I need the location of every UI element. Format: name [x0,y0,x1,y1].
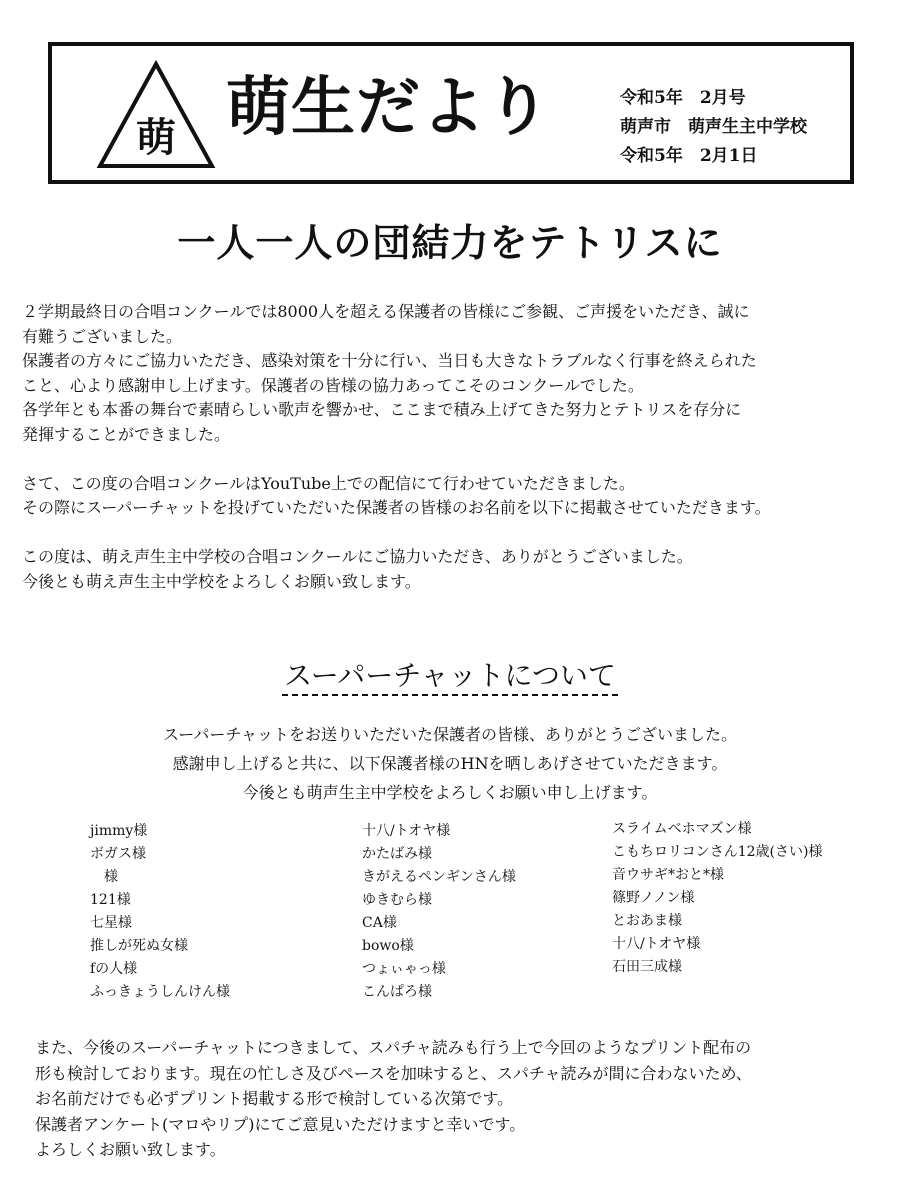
text-line: また、今後のスーパーチャットにつきまして、スパチャ読みも行う上で今回のようなプリント配布の [35,1038,752,1057]
donor-name: かたばみ様 [362,846,432,862]
section-heading [0,658,900,694]
donor-name: bowo様 [362,938,414,954]
blank-line [22,521,771,546]
text-line: 各学年とも本番の舞台で素晴らしい歌声を響かせ、ここまで積み上げてきた努力とテトリスを存分に [22,400,742,419]
school-name: 萌声市 萌声生主中学校 [620,117,807,137]
donor-name: きがえるペンギンさん様 [362,869,516,885]
text-line: さて、この度の合唱コンクールはYouTube上での配信にて行わせていただきました。 [22,473,635,493]
blank-line [22,447,771,472]
text-line: ２学期最終日の合唱コンクールでは8000人を超える保護者の皆様にご参観、ご声援をいただき、誠に [22,302,750,321]
donor-name: つょぃゃっ様 [362,961,446,977]
donor-name: スライムベホマズン様 [612,821,752,837]
logo-character: 萌 [136,114,176,161]
donor-name: 音ウサギ*おと*様 [612,867,724,883]
donor-name: CA様 [362,915,397,931]
donor-list-column-3 [612,818,822,979]
text-line: こと、心より感謝申し上げます。保護者の皆様の協力あってこそのコンクールでした。 [22,375,644,395]
issue-number: 令和5年 2月号 [620,88,746,108]
donor-name: 七星様 [90,915,132,931]
text-line: 保護者の方々にご協力いただき、感染対策を十分に行い、当日も大きなトラブルなく行事を終えられた [22,351,757,370]
donor-name: 様 [90,869,118,885]
text-line: この度は、萌え声生主中学校の合唱コンクールにご協力いただき、ありがとうございました。 [22,547,693,566]
donor-name: ゆきむら様 [362,892,432,908]
donor-name: 推しが死ぬ女様 [90,938,188,954]
donor-list-column-2 [362,820,516,1004]
text-line: 今後とも萌声生主中学校をよろしくお願い申し上げます。 [242,783,658,802]
text-line: お名前だけでも必ずプリント掲載する形で検討している次第です。 [35,1089,514,1108]
donor-name: 十八/トオヤ様 [612,936,701,952]
donor-list-column-1 [90,820,230,1004]
text-line: スーパーチャットをお送りいただいた保護者の皆様、ありがとうございました。 [163,725,737,744]
thanks-message [0,720,900,807]
text-line: 有難うございました。 [22,326,183,346]
text-line: よろしくお願い致します。 [35,1140,226,1159]
donor-name: 十八/トオヤ様 [362,823,451,839]
intro-text [22,300,771,594]
donor-name: 篠野ノノン様 [612,890,695,906]
text-line: 形も検討しております。現在の忙しさ及びペースを加味すると、スパチャ読みが間に合わないため、 [35,1063,752,1083]
donor-name: こんぱろ様 [362,984,432,1000]
text-line: その際にスーパーチャットを投げていただいた保護者の皆様のお名前を以下に掲載させていただきます。 [22,498,771,517]
newsletter-title: 萌生だより [226,70,551,145]
donor-name: ボガス様 [90,846,146,862]
text-line: 今後とも萌え声生主中学校をよろしくお願い致します。 [22,571,421,591]
issue-date: 令和5年 2月1日 [620,146,758,166]
text-line: 保護者アンケート(マロやリプ)にてご意見いただけますと幸いです。 [35,1114,526,1134]
section-heading-text: スーパーチャットについて [282,659,618,696]
donor-name: 石田三成様 [612,959,682,975]
donor-name: jimmy様 [90,823,148,839]
donor-name: fの人様 [90,961,138,977]
donor-name: こもちロリコンさん12歳(さい)様 [612,844,823,860]
text-line: 感謝申し上げると共に、以下保護者様のHNを晒しあげさせていただきます。 [172,754,728,773]
donor-name: ふっきょうしんけん様 [90,984,230,1000]
donor-name: 121様 [90,892,131,908]
text-line: 発揮することができました。 [22,424,231,444]
headline: 一人一人の団結力をテトリスに [177,220,723,265]
closing-text [35,1035,752,1163]
masthead [48,42,854,184]
issue-info [620,84,807,171]
donor-name: とおあま様 [612,913,682,929]
school-logo [96,60,216,170]
